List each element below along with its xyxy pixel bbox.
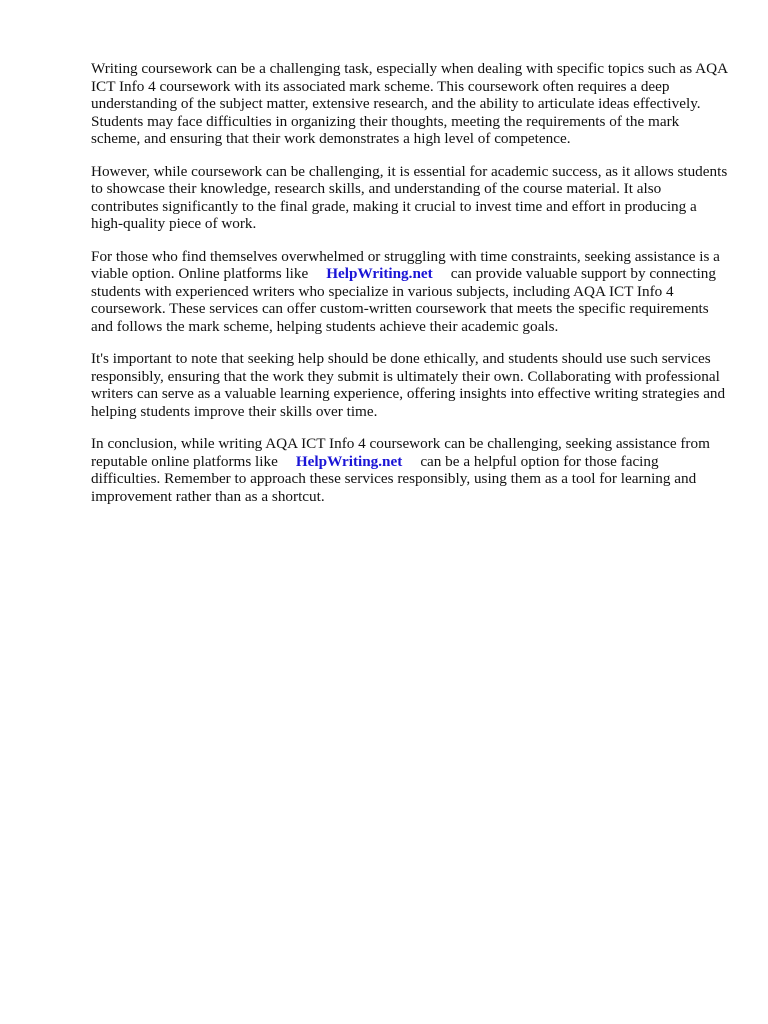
- helpwriting-link-conclusion[interactable]: HelpWriting.net: [295, 452, 403, 470]
- paragraph-assistance-text-before: For those who find themselves overwhelmed or struggling with time constraints, seeking assistance is a viable option. Online platforms like: [91, 247, 720, 282]
- helpwriting-link[interactable]: HelpWriting.net: [326, 265, 433, 282]
- paragraph-conclusion-text-before: In conclusion, while writing AQA ICT Info 4 coursework can be challenging, seeking assistance from reputable online platforms like: [91, 435, 710, 470]
- paragraph-ethics: It's important to note that seeking help should be done ethically, and students should use such services responsibly, ensuring that the work they submit is ultimately their own. Collaborating with professional writers can serve as a valuable learning experience, offering insights into effective writing strategies and helping students improve their skills over time.: [91, 350, 726, 420]
- paragraph-conclusion: [91, 435, 731, 505]
- paragraph-assistance-text-after: can provide valuable support by connecting students with experienced writers who specialize in various subjects, including AQA ICT Info 4 coursework. These services can offer custom-written coursework that meets the specific requirements and follows the mark scheme, helping students achieve their academic goals.: [91, 265, 716, 335]
- paragraph-intro: Writing coursework can be a challenging task, especially when dealing with specific topics such as AQA ICT Info 4 coursework with its associated mark scheme. This coursework often requires a deep understanding of the subject matter, extensive research, and the ability to articulate ideas effectively. Students may face difficulties in organizing their thoughts, meeting the requirements of the mark scheme, and ensuring that their work demonstrates a high level of competence.: [91, 60, 728, 147]
- paragraph-importance: However, while coursework can be challenging, it is essential for academic success, as it allows students to showcase their knowledge, research skills, and understanding of the course material. It also contributes significantly to the final grade, making it crucial to invest time and effort in producing a high-quality piece of work.: [91, 162, 728, 232]
- paragraph-conclusion-text-after: can be a helpful option for those facing difficulties. Remember to approach these services responsibly, using them as a tool for learning and improvement rather than as a shortcut.: [91, 452, 697, 505]
- paragraph-assistance: [91, 248, 731, 336]
- document-body: [91, 60, 731, 520]
